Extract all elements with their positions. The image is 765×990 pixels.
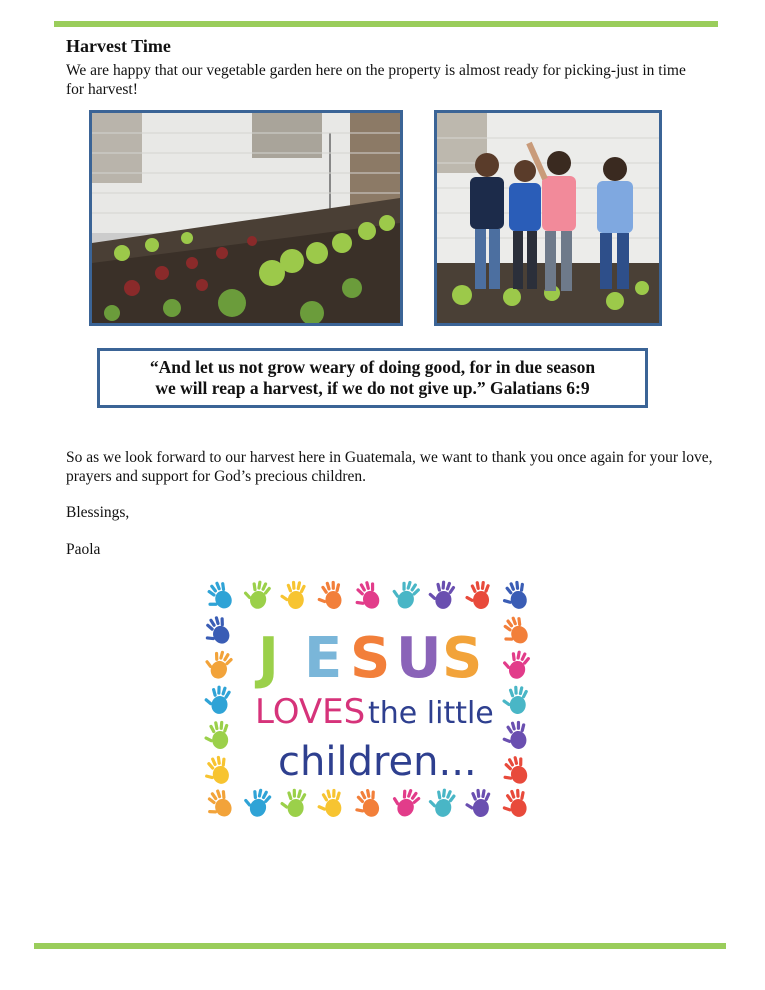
children-word: children... xyxy=(278,739,477,785)
handprint-icon xyxy=(240,577,273,611)
the-little-text: the little xyxy=(368,696,494,731)
handprint-icon xyxy=(279,787,308,818)
handprint-icon xyxy=(200,786,235,823)
handprint-icon xyxy=(279,580,306,610)
handprint-icon xyxy=(202,683,232,715)
handprint-icon xyxy=(465,581,491,610)
handprint-icon xyxy=(315,580,345,612)
handprint-icon xyxy=(496,613,532,650)
jesus-word xyxy=(254,626,482,691)
loves-word: LOVES xyxy=(255,692,366,732)
quote-line-1: “And let us not grow weary of doing good, for in due season xyxy=(149,357,596,377)
handprint-icon xyxy=(203,720,230,749)
handprint-icon xyxy=(425,785,457,819)
handprint-icon xyxy=(498,579,530,613)
handprint-icon xyxy=(500,720,529,751)
handprint-icon xyxy=(200,613,233,649)
handprint-icon xyxy=(200,578,236,615)
children-photo xyxy=(434,110,662,326)
intro-paragraph: We are happy that our vegetable garden here on the property is almost ready for picking-just in time for harvest! xyxy=(66,62,686,98)
handprint-icon xyxy=(200,754,232,788)
jesus-letter: S xyxy=(350,626,391,691)
handprint-icon xyxy=(501,684,529,714)
section-title: Harvest Time xyxy=(66,36,171,56)
handprint-icon xyxy=(200,646,234,682)
jesus-letter: E xyxy=(304,626,343,691)
handprint-icon xyxy=(426,578,457,611)
closing-line: Blessings, xyxy=(66,504,130,521)
garden-photo xyxy=(89,110,403,326)
handprint-icon xyxy=(349,578,383,614)
quote-line-2: we will reap a harvest, if we do not give up.” Galatians 6:9 xyxy=(155,378,590,398)
handprint-icon xyxy=(497,754,531,789)
top-divider xyxy=(54,21,718,27)
signature: Paola xyxy=(66,541,101,558)
scripture-quote xyxy=(97,348,648,408)
thanks-paragraph: So as we look forward to our harvest here in Guatemala, we want to thank you once again for your love, prayers and support for God’s precious children. xyxy=(66,449,713,485)
handprint-icon xyxy=(387,576,422,612)
handprint-icon xyxy=(499,787,529,820)
jesus-letter: J xyxy=(258,626,279,691)
jesus-letter: U xyxy=(396,626,442,691)
handprint-icon xyxy=(349,787,382,822)
jesus-letter: S xyxy=(442,626,483,691)
handprint-icon xyxy=(464,788,490,817)
handprint-icon xyxy=(499,647,532,682)
handprint-icon xyxy=(387,783,423,820)
jesus-loves-children-poster xyxy=(200,575,540,827)
bottom-divider xyxy=(34,943,726,949)
handprint-icon xyxy=(240,784,274,819)
handprint-icon xyxy=(315,788,343,819)
